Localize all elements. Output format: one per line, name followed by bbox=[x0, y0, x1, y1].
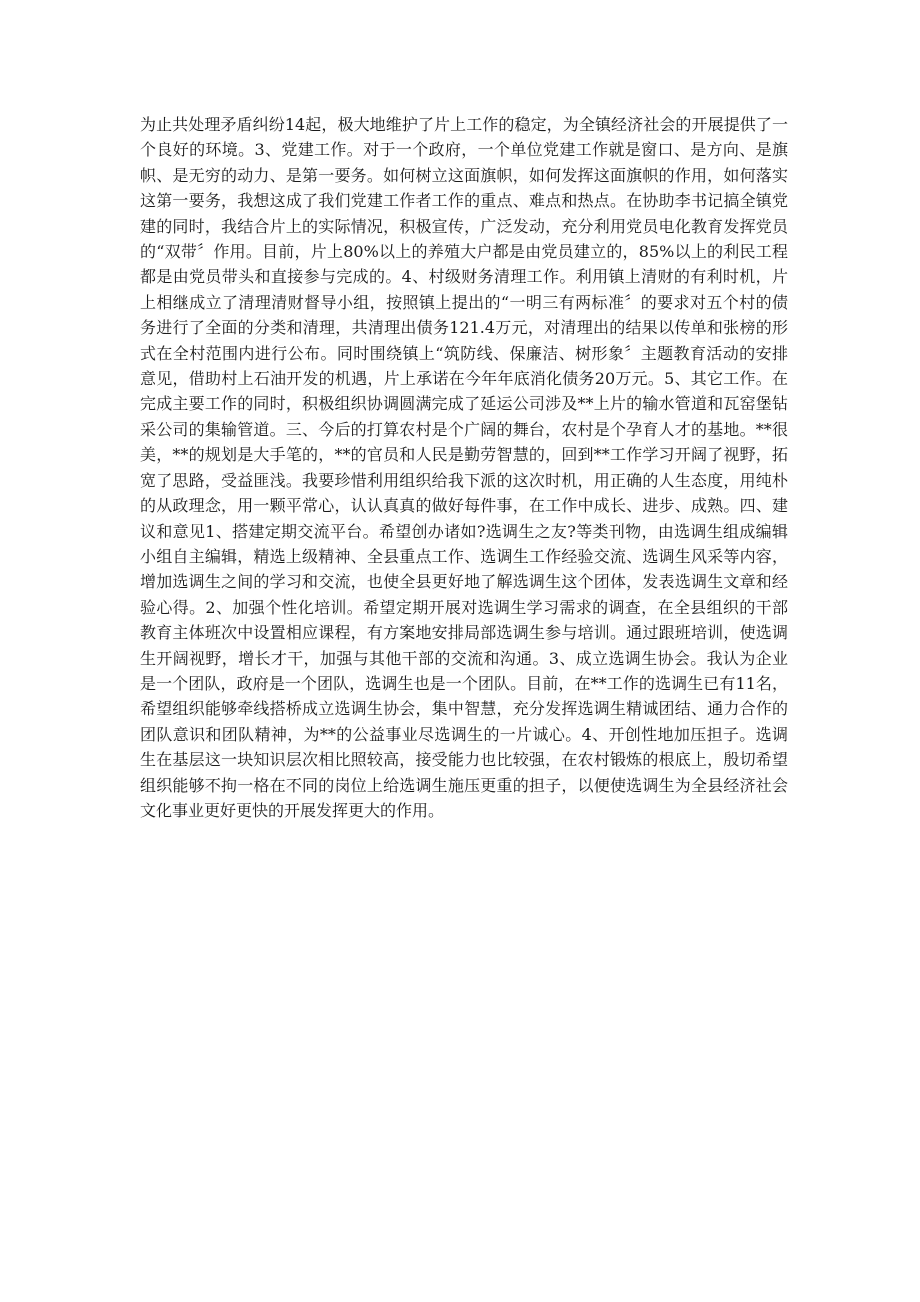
document-body bbox=[140, 112, 788, 823]
body-paragraph: 为止共处理矛盾纠纷14起，极大地维护了片上工作的稳定，为全镇经济社会的开展提供了一个良好的环境。3、党建工作。对于一个政府，一个单位党建工作就是窗口、是方向、是旗帜、是无穷的动力、是第一要务。如何树立这面旗帜，如何发挥这面旗帜的作用，如何落实这第一要务，我想这成了我们党建工作者工作的重点、难点和热点。在协助李书记搞全镇党建的同时，我结合片上的实际情况，积极宣传，广泛发动，充分利用党员电化教育发挥党员的“双带〞作用。目前，片上80%以上的养殖大户都是由党员建立的，85%以上的利民工程都是由党员带头和直接参与完成的。4、村级财务清理工作。利用镇上清财的有利时机，片上相继成立了清理清财督导小组，按照镇上提出的“一明三有两标准〞的要求对五个村的债务进行了全面的分类和清理，共清理出债务121.4万元，对清理出的结果以传单和张榜的形式在全村范围内进行公布。同时围绕镇上“筑防线、保廉洁、树形象〞主题教育活动的安排意见，借助村上石油开发的机遇，片上承诺在今年年底消化债务20万元。5、其它工作。在完成主要工作的同时，积极组织协调圆满完成了延运公司涉及**上片的输水管道和瓦窑堡钻采公司的集输管道。三、今后的打算农村是个广阔的舞台，农村是个孕育人才的基地。**很美，**的规划是大手笔的，**的官员和人民是勤劳智慧的，回到**工作学习开阔了视野，拓宽了思路，受益匪浅。我要珍惜利用组织给我下派的这次时机，用正确的人生态度，用纯朴的从政理念，用一颗平常心，认认真真的做好每件事，在工作中成长、进步、成熟。四、建议和意见1、搭建定期交流平台。希望创办诸如?选调生之友?等类刊物，由选调生组成编辑小组自主编辑，精选上级精神、全县重点工作、选调生工作经验交流、选调生风采等内容，增加选调生之间的学习和交流，也使全县更好地了解选调生这个团体，发表选调生文章和经验心得。2、加强个性化培训。希望定期开展对选调生学习需求的调查，在全县组织的干部教育主体班次中设置相应课程，有方案地安排局部选调生参与培训。通过跟班培训，使选调生开阔视野，增长才干，加强与其他干部的交流和沟通。3、成立选调生协会。我认为企业是一个团队，政府是一个团队，选调生也是一个团队。目前，在**工作的选调生已有11名，希望组织能够牵线搭桥成立选调生协会，集中智慧，充分发挥选调生精诚团结、通力合作的团队意识和团队精神，为**的公益事业尽选调生的一片诚心。4、开创性地加压担子。选调生在基层这一块知识层次相比照较高，接受能力也比较强，在农村锻炼的根底上，殷切希望组织能够不拘一格在不同的岗位上给选调生施压更重的担子，以便使选调生为全县经济社会文化事业更好更快的开展发挥更大的作用。 bbox=[140, 115, 788, 820]
